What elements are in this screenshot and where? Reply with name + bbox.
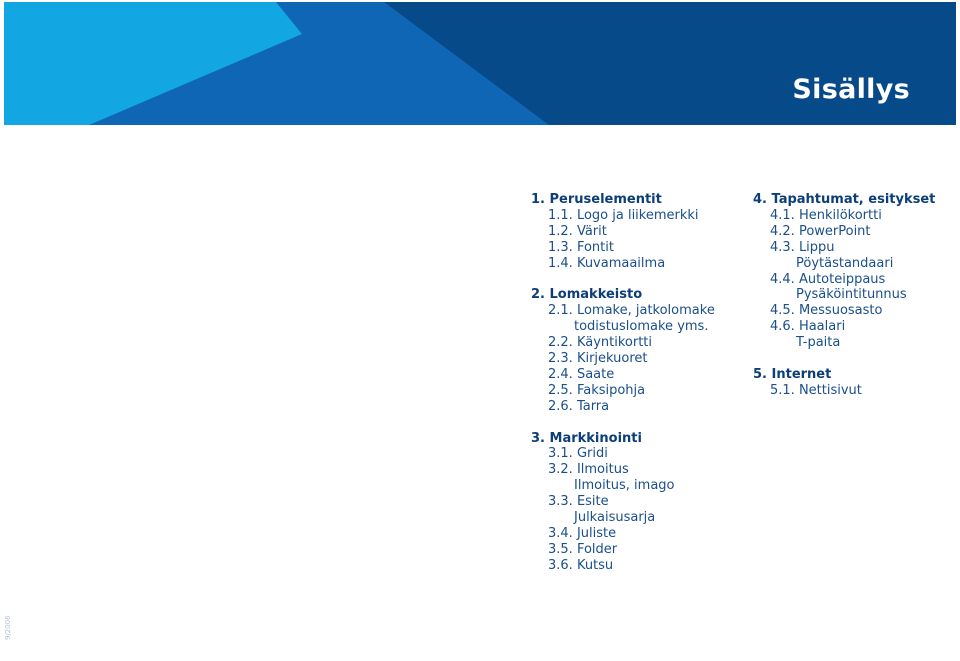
- toc-section-title: 1. Peruselementit: [531, 192, 662, 207]
- toc-entry[interactable]: 2.4. Saate: [548, 366, 615, 382]
- toc-section-title: 3. Markkinointi: [531, 430, 642, 446]
- toc-section-title: 4. Tapahtumat, esitykset: [753, 192, 936, 207]
- toc-entry[interactable]: 4.3. Lippu: [770, 239, 835, 255]
- toc-section-2: [531, 287, 715, 414]
- toc-entry[interactable]: 4.1. Henkilökortti: [770, 207, 882, 223]
- toc-entry[interactable]: 4.5. Messuosasto: [770, 303, 883, 319]
- toc-entry[interactable]: 2.2. Käyntikortti: [548, 335, 653, 351]
- toc-section-4: [753, 192, 935, 351]
- toc-entry[interactable]: 4.2. PowerPoint: [770, 223, 871, 239]
- toc-entry[interactable]: 4.6. Haalari: [770, 319, 846, 335]
- toc-column-right: [753, 192, 935, 399]
- toc-subentry: Pöytästandaari: [796, 255, 894, 271]
- toc-subentry: todistuslomake yms.: [574, 319, 709, 335]
- toc-entry[interactable]: 3.3. Esite: [548, 494, 609, 510]
- toc-subentry: T-paita: [796, 335, 841, 351]
- toc-section-5: [753, 367, 935, 399]
- toc-entry[interactable]: 3.6. Kutsu: [548, 557, 614, 573]
- toc-entry[interactable]: 4.4. Autoteippaus: [770, 271, 886, 287]
- header-graphic: [4, 2, 956, 125]
- toc-section-title: 2. Lomakkeisto: [531, 287, 643, 303]
- toc-section-3: [531, 431, 715, 574]
- toc-entry[interactable]: 5.1. Nettisivut: [770, 382, 862, 398]
- toc-subentry: Pysäköintitunnus: [796, 287, 907, 303]
- toc-entry[interactable]: 1.4. Kuvamaailma: [548, 255, 666, 271]
- toc-entry[interactable]: 3.5. Folder: [548, 541, 618, 557]
- toc-entry[interactable]: 1.1. Logo ja liikemerkki: [548, 207, 699, 223]
- toc-entry[interactable]: 2.3. Kirjekuoret: [548, 351, 648, 367]
- toc-subentry: Ilmoitus, imago: [574, 478, 675, 494]
- toc-subentry: Julkaisusarja: [574, 510, 656, 526]
- toc-entry[interactable]: 1.3. Fontit: [548, 239, 614, 255]
- toc-section-title: 5. Internet: [753, 366, 832, 382]
- footer-code: 9/2006: [4, 615, 12, 640]
- toc-entry[interactable]: 3.2. Ilmoitus: [548, 462, 629, 478]
- toc-entry[interactable]: 2.6. Tarra: [548, 398, 610, 414]
- toc-entry[interactable]: 2.1. Lomake, jatkolomake: [548, 303, 715, 319]
- toc-section-1: [531, 192, 715, 272]
- header-banner: [4, 2, 956, 125]
- toc-column-left: [531, 192, 715, 574]
- toc-entry[interactable]: 3.1. Gridi: [548, 446, 608, 462]
- toc-entry[interactable]: 2.5. Faksipohja: [548, 382, 646, 398]
- toc-entry[interactable]: 1.2. Värit: [548, 223, 607, 239]
- toc-entry[interactable]: 3.4. Juliste: [548, 526, 617, 541]
- page-title: Sisällys: [792, 74, 910, 105]
